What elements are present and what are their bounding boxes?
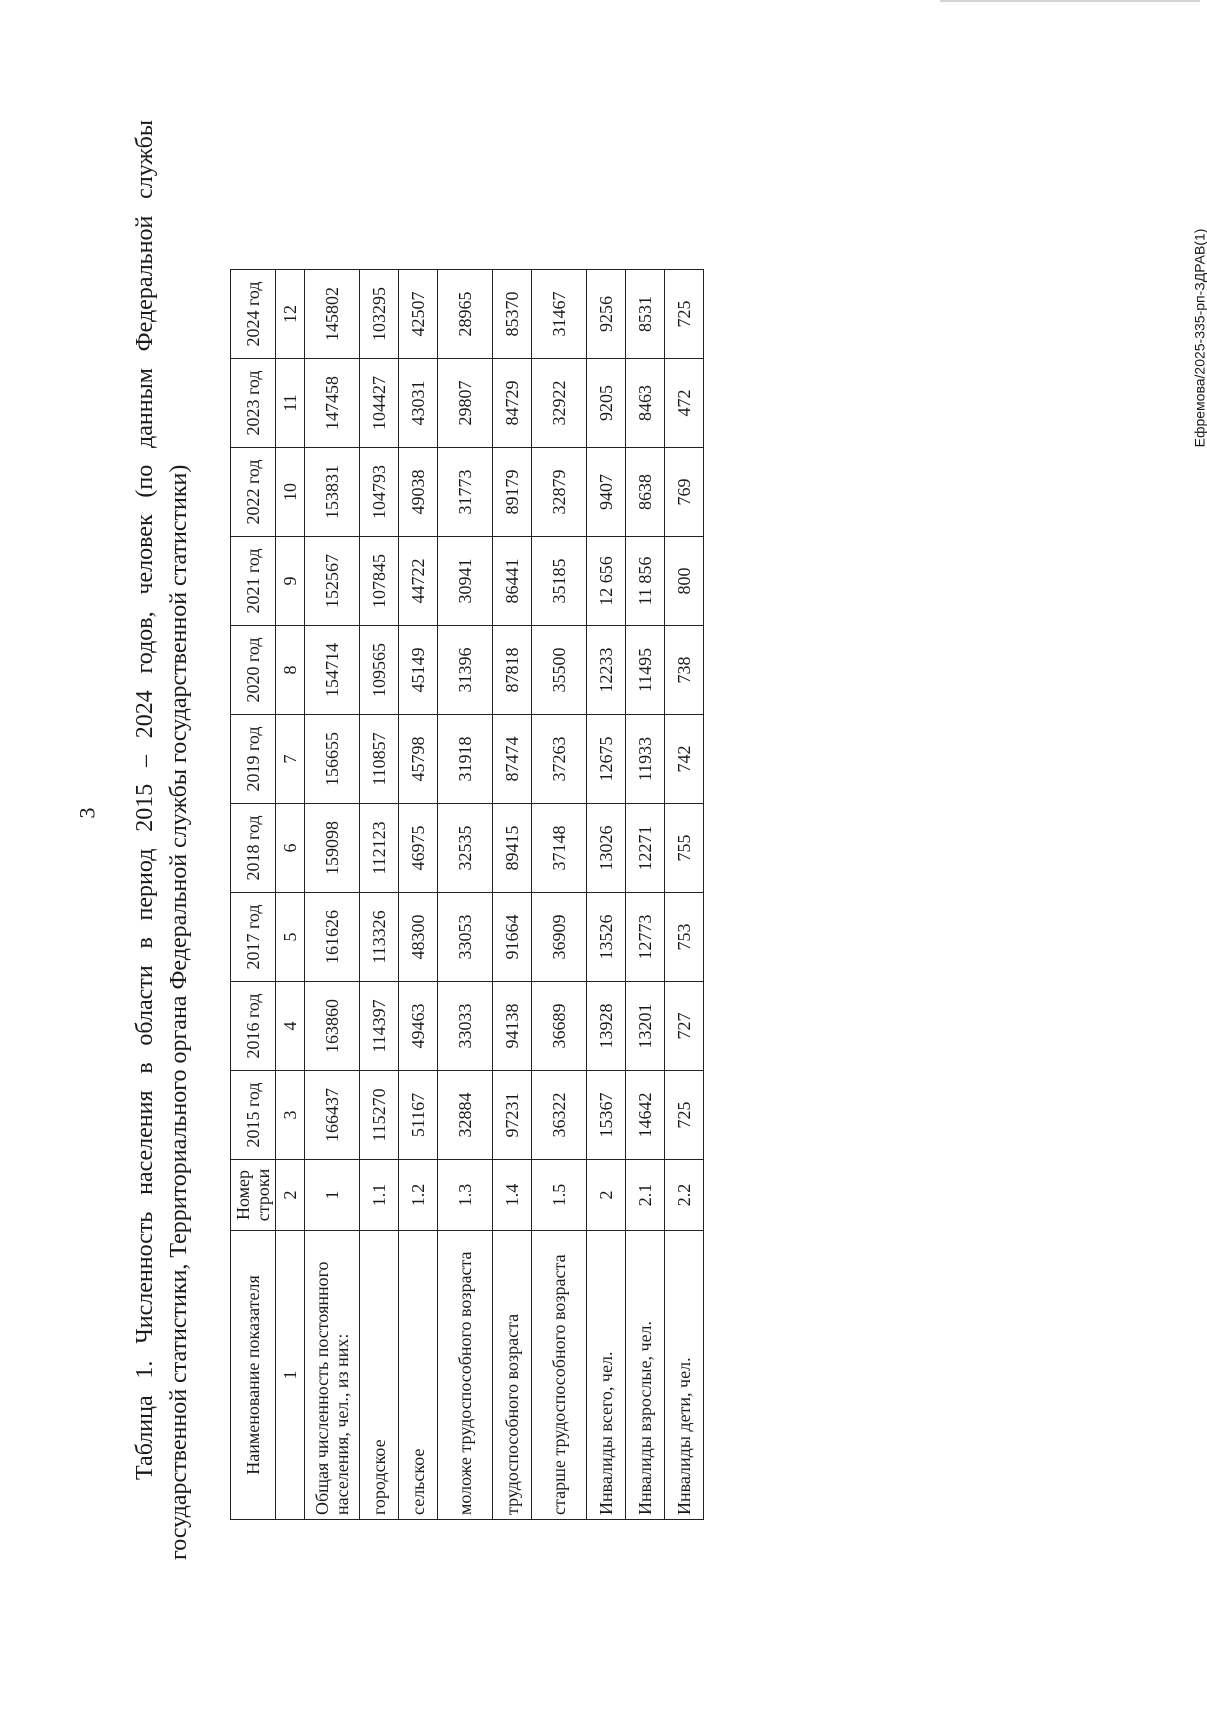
indicator-name-cell: сельское: [399, 1231, 438, 1520]
row-number-cell: 2.2: [665, 1160, 704, 1231]
header-year: 2016 год: [231, 982, 276, 1071]
value-cell: 12 656: [587, 537, 626, 626]
indicator-name-cell: старше трудоспособного возраста: [532, 1231, 587, 1520]
value-cell: 753: [665, 893, 704, 982]
table-caption: [128, 120, 196, 1560]
value-cell: 15367: [587, 1071, 626, 1160]
value-cell: 32922: [532, 359, 587, 448]
header-indicator-name: Наименование показателя: [231, 1231, 276, 1520]
value-cell: 166437: [305, 1071, 360, 1160]
value-cell: 800: [665, 537, 704, 626]
value-cell: 31396: [438, 626, 493, 715]
column-index: 5: [276, 893, 305, 982]
value-cell: 11 856: [626, 537, 665, 626]
value-cell: 31918: [438, 715, 493, 804]
header-year: 2023 год: [231, 359, 276, 448]
value-cell: 28965: [438, 270, 493, 359]
value-cell: 113326: [360, 893, 399, 982]
row-number-cell: 1.3: [438, 1160, 493, 1231]
value-cell: 103295: [360, 270, 399, 359]
value-cell: 42507: [399, 270, 438, 359]
indicator-name-cell: Инвалиды всего, чел.: [587, 1231, 626, 1520]
value-cell: 109565: [360, 626, 399, 715]
value-cell: 9407: [587, 448, 626, 537]
value-cell: 147458: [305, 359, 360, 448]
row-number-cell: 2.1: [626, 1160, 665, 1231]
value-cell: 8638: [626, 448, 665, 537]
value-cell: 89415: [493, 804, 532, 893]
value-cell: 154714: [305, 626, 360, 715]
value-cell: 112123: [360, 804, 399, 893]
value-cell: 13526: [587, 893, 626, 982]
value-cell: 35185: [532, 537, 587, 626]
value-cell: 725: [665, 1071, 704, 1160]
value-cell: 110857: [360, 715, 399, 804]
value-cell: 107845: [360, 537, 399, 626]
value-cell: 742: [665, 715, 704, 804]
value-cell: 472: [665, 359, 704, 448]
value-cell: 49463: [399, 982, 438, 1071]
table-row: [438, 270, 493, 1520]
value-cell: 30941: [438, 537, 493, 626]
column-index: 12: [276, 270, 305, 359]
value-cell: 727: [665, 982, 704, 1071]
value-cell: 36322: [532, 1071, 587, 1160]
value-cell: 104793: [360, 448, 399, 537]
table-row: [665, 270, 704, 1520]
value-cell: 46975: [399, 804, 438, 893]
row-number-cell: 1.4: [493, 1160, 532, 1231]
header-year: 2020 год: [231, 626, 276, 715]
header-year: 2022 год: [231, 448, 276, 537]
value-cell: 97231: [493, 1071, 532, 1160]
value-cell: 37148: [532, 804, 587, 893]
table-row: [532, 270, 587, 1520]
header-row-number: Номер строки: [231, 1160, 276, 1231]
value-cell: 51167: [399, 1071, 438, 1160]
value-cell: 87474: [493, 715, 532, 804]
value-cell: 755: [665, 804, 704, 893]
value-cell: 163860: [305, 982, 360, 1071]
value-cell: 769: [665, 448, 704, 537]
value-cell: 725: [665, 270, 704, 359]
table-row: [587, 270, 626, 1520]
header-year: 2021 год: [231, 537, 276, 626]
value-cell: 11495: [626, 626, 665, 715]
row-number-cell: 2: [587, 1160, 626, 1231]
value-cell: 29807: [438, 359, 493, 448]
value-cell: 8463: [626, 359, 665, 448]
value-cell: 161626: [305, 893, 360, 982]
header-year: 2017 год: [231, 893, 276, 982]
value-cell: 45149: [399, 626, 438, 715]
value-cell: 35500: [532, 626, 587, 715]
row-number-cell: 1.5: [532, 1160, 587, 1231]
column-index: 7: [276, 715, 305, 804]
document-footer-code: Ефремова/2025-335-рп-ЗДРАВ(1): [1191, 228, 1207, 448]
table-row: [360, 270, 399, 1520]
value-cell: 8531: [626, 270, 665, 359]
column-index: 4: [276, 982, 305, 1071]
table-row: [305, 270, 360, 1520]
value-cell: 45798: [399, 715, 438, 804]
value-cell: 85370: [493, 270, 532, 359]
value-cell: 104427: [360, 359, 399, 448]
value-cell: 156655: [305, 715, 360, 804]
value-cell: 89179: [493, 448, 532, 537]
value-cell: 114397: [360, 982, 399, 1071]
value-cell: 153831: [305, 448, 360, 537]
column-index: 6: [276, 804, 305, 893]
row-number-cell: 1.1: [360, 1160, 399, 1231]
value-cell: 13026: [587, 804, 626, 893]
value-cell: 44722: [399, 537, 438, 626]
value-cell: 43031: [399, 359, 438, 448]
value-cell: 48300: [399, 893, 438, 982]
column-index: 3: [276, 1071, 305, 1160]
column-index: 11: [276, 359, 305, 448]
value-cell: 86441: [493, 537, 532, 626]
value-cell: 13201: [626, 982, 665, 1071]
table-caption-text: Таблица 1. Численность населения в области в период 2015 – 2024 годов, человек (по данным Федеральной службы государственной статистики, Территориального органа Федеральной службы государственной статистики): [132, 120, 192, 1560]
table-row: [626, 270, 665, 1520]
header-year: 2024 год: [231, 270, 276, 359]
value-cell: 91664: [493, 893, 532, 982]
indicator-name-cell: моложе трудоспособного возраста: [438, 1231, 493, 1520]
value-cell: 12233: [587, 626, 626, 715]
indicator-name-cell: Инвалиды дети, чел.: [665, 1231, 704, 1520]
value-cell: 33053: [438, 893, 493, 982]
value-cell: 36689: [532, 982, 587, 1071]
indicator-name-cell: трудоспособного возраста: [493, 1231, 532, 1520]
value-cell: 36909: [532, 893, 587, 982]
value-cell: 31773: [438, 448, 493, 537]
row-number-cell: 1: [305, 1160, 360, 1231]
column-index: 2: [276, 1160, 305, 1231]
column-index: 10: [276, 448, 305, 537]
column-index: 8: [276, 626, 305, 715]
value-cell: 33033: [438, 982, 493, 1071]
table-body: [276, 270, 704, 1520]
value-cell: 115270: [360, 1071, 399, 1160]
value-cell: 32884: [438, 1071, 493, 1160]
value-cell: 738: [665, 626, 704, 715]
value-cell: 9205: [587, 359, 626, 448]
value-cell: 13928: [587, 982, 626, 1071]
value-cell: 145802: [305, 270, 360, 359]
value-cell: 87818: [493, 626, 532, 715]
value-cell: 49038: [399, 448, 438, 537]
table-row: [399, 270, 438, 1520]
header-year: 2019 год: [231, 715, 276, 804]
indicator-name-cell: городское: [360, 1231, 399, 1520]
value-cell: 152567: [305, 537, 360, 626]
row-number-cell: 1.2: [399, 1160, 438, 1231]
indicator-name-cell: Инвалиды взрослые, чел.: [626, 1231, 665, 1520]
table-header-row: [231, 270, 276, 1520]
scan-edge-line: [940, 0, 1200, 2]
value-cell: 94138: [493, 982, 532, 1071]
value-cell: 9256: [587, 270, 626, 359]
value-cell: 12271: [626, 804, 665, 893]
rotated-page-content: [60, 20, 1160, 1600]
column-index: 9: [276, 537, 305, 626]
page-number: 3: [74, 807, 100, 819]
header-year: 2018 год: [231, 804, 276, 893]
value-cell: 84729: [493, 359, 532, 448]
value-cell: 12773: [626, 893, 665, 982]
value-cell: 31467: [532, 270, 587, 359]
column-index: 1: [276, 1231, 305, 1520]
value-cell: 11933: [626, 715, 665, 804]
value-cell: 37263: [532, 715, 587, 804]
value-cell: 159098: [305, 804, 360, 893]
value-cell: 14642: [626, 1071, 665, 1160]
value-cell: 32879: [532, 448, 587, 537]
header-year: 2015 год: [231, 1071, 276, 1160]
value-cell: 32535: [438, 804, 493, 893]
value-cell: 12675: [587, 715, 626, 804]
indicator-name-cell: Общая численность постоянного населения, чел., из них:: [305, 1231, 360, 1520]
population-table: [230, 269, 704, 1520]
table-row: [493, 270, 532, 1520]
column-index-row: [276, 270, 305, 1520]
